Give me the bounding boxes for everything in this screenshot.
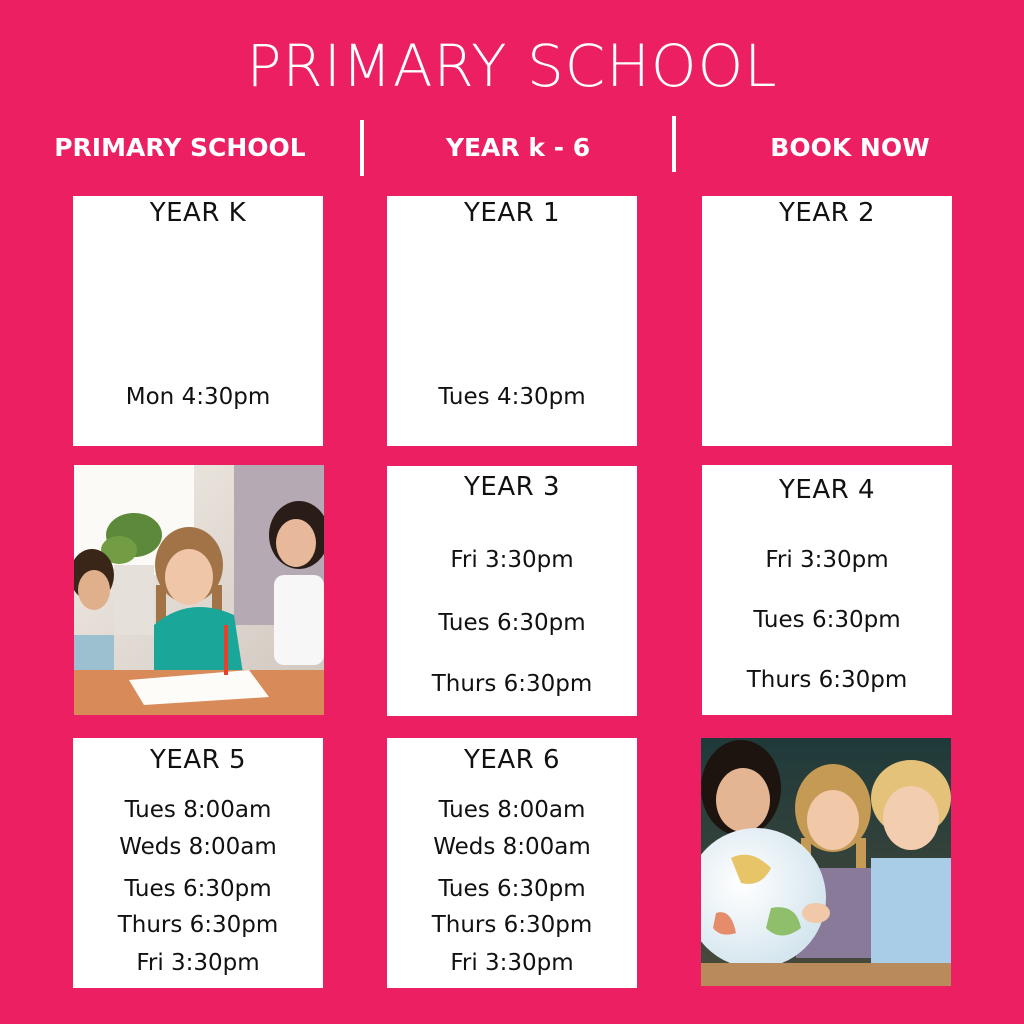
- card-time: Tues 4:30pm: [438, 384, 586, 410]
- card-year-4: [702, 465, 952, 715]
- card-time: Weds 8:00am: [433, 834, 591, 860]
- card-time: Thurs 6:30pm: [117, 912, 279, 938]
- card-time: Fri 3:30pm: [765, 547, 889, 573]
- card-heading: YEAR 5: [150, 745, 246, 775]
- book-now-button[interactable]: BOOK NOW: [770, 133, 930, 162]
- card-year-3: [387, 466, 637, 716]
- card-year-1: [387, 196, 637, 446]
- card-time: Fri 3:30pm: [450, 950, 574, 976]
- children-drawing-photo-icon: [74, 465, 324, 715]
- card-year-5: [73, 738, 323, 988]
- page-title: PRIMARY SCHOOL: [246, 32, 778, 100]
- card-time: Tues 6:30pm: [124, 876, 272, 902]
- card-heading: YEAR 3: [464, 472, 560, 502]
- card-heading: YEAR 4: [779, 475, 875, 505]
- card-time: Mon 4:30pm: [125, 384, 271, 410]
- classroom-photo: [74, 465, 324, 715]
- card-year-2: [702, 196, 952, 446]
- card-time: Tues 6:30pm: [438, 876, 586, 902]
- nav-primary-school[interactable]: PRIMARY SCHOOL: [54, 133, 306, 162]
- card-year-k: [73, 196, 323, 446]
- card-heading: YEAR 6: [464, 745, 560, 775]
- card-heading: YEAR K: [149, 198, 247, 228]
- nav-divider: [672, 116, 676, 172]
- card-time: Thurs 6:30pm: [431, 912, 593, 938]
- card-time: Tues 6:30pm: [753, 607, 901, 633]
- nav-year-k-6[interactable]: YEAR k - 6: [445, 133, 591, 162]
- card-time: Thurs 6:30pm: [746, 667, 908, 693]
- card-year-6: [387, 738, 637, 988]
- card-time: Thurs 6:30pm: [431, 671, 593, 697]
- card-time: Fri 3:30pm: [450, 547, 574, 573]
- card-time: Fri 3:30pm: [136, 950, 260, 976]
- globe-photo: [701, 738, 951, 986]
- card-time: Weds 8:00am: [119, 834, 277, 860]
- card-heading: YEAR 2: [779, 198, 875, 228]
- card-time: Tues 8:00am: [438, 797, 586, 823]
- card-time: Tues 8:00am: [124, 797, 272, 823]
- card-heading: YEAR 1: [464, 198, 560, 228]
- card-time: Tues 6:30pm: [438, 610, 586, 636]
- children-with-globe-photo-icon: [701, 738, 951, 986]
- nav-divider: [360, 120, 364, 176]
